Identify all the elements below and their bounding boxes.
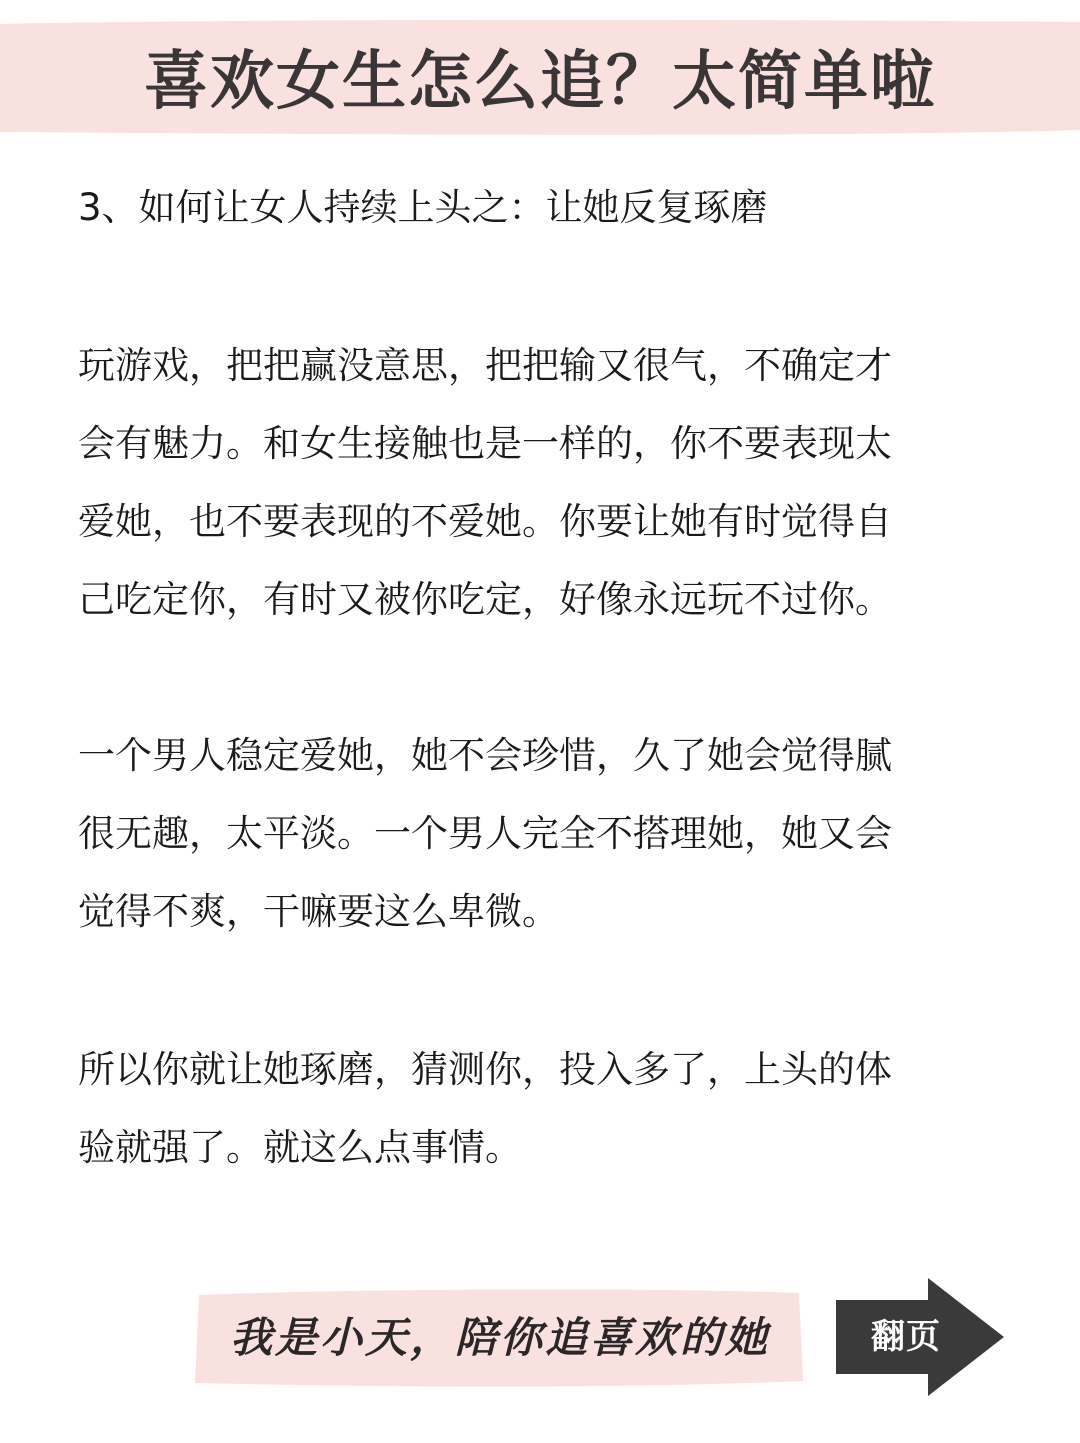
page-title: 喜欢女生怎么追？太简单啦 [144, 45, 936, 119]
paragraph-line: 验就强了。就这么点事情。 [78, 1126, 522, 1169]
paragraph-line: 很无趣，太平淡。一个男人完全不搭理她，她又会 [78, 812, 892, 855]
paragraph-line: 己吃定你，有时又被你吃定，好像永远玩不过你。 [78, 578, 892, 621]
paragraph-line: 爱她，也不要表现的不爱她。你要让她有时觉得自 [78, 500, 892, 543]
next-page-label: 翻页 [871, 1317, 941, 1357]
paragraph-line: 所以你就让她琢磨，猜测你，投入多了，上头的体 [78, 1048, 892, 1091]
paragraph-line: 会有魅力。和女生接触也是一样的，你不要表现太 [78, 422, 892, 465]
paragraph-2 [78, 726, 1008, 960]
signature-banner [195, 1285, 805, 1390]
paragraph-line: 一个男人稳定爱她，她不会珍惜，久了她会觉得腻 [78, 734, 892, 777]
title-banner [0, 18, 1080, 138]
paragraph-line: 玩游戏，把把赢没意思，把把输又很气，不确定才 [78, 344, 892, 387]
next-page-button[interactable] [836, 1278, 1006, 1396]
paragraph-line: 觉得不爽，干嘛要这么卑微。 [78, 890, 559, 933]
signature-text: 我是小天，陪你追喜欢的她 [229, 1313, 770, 1362]
paragraph-3 [78, 1040, 1008, 1196]
paragraph-1 [78, 336, 1008, 648]
section-heading: 3、如何让女人持续上头之：让她反复琢磨 [78, 186, 768, 229]
